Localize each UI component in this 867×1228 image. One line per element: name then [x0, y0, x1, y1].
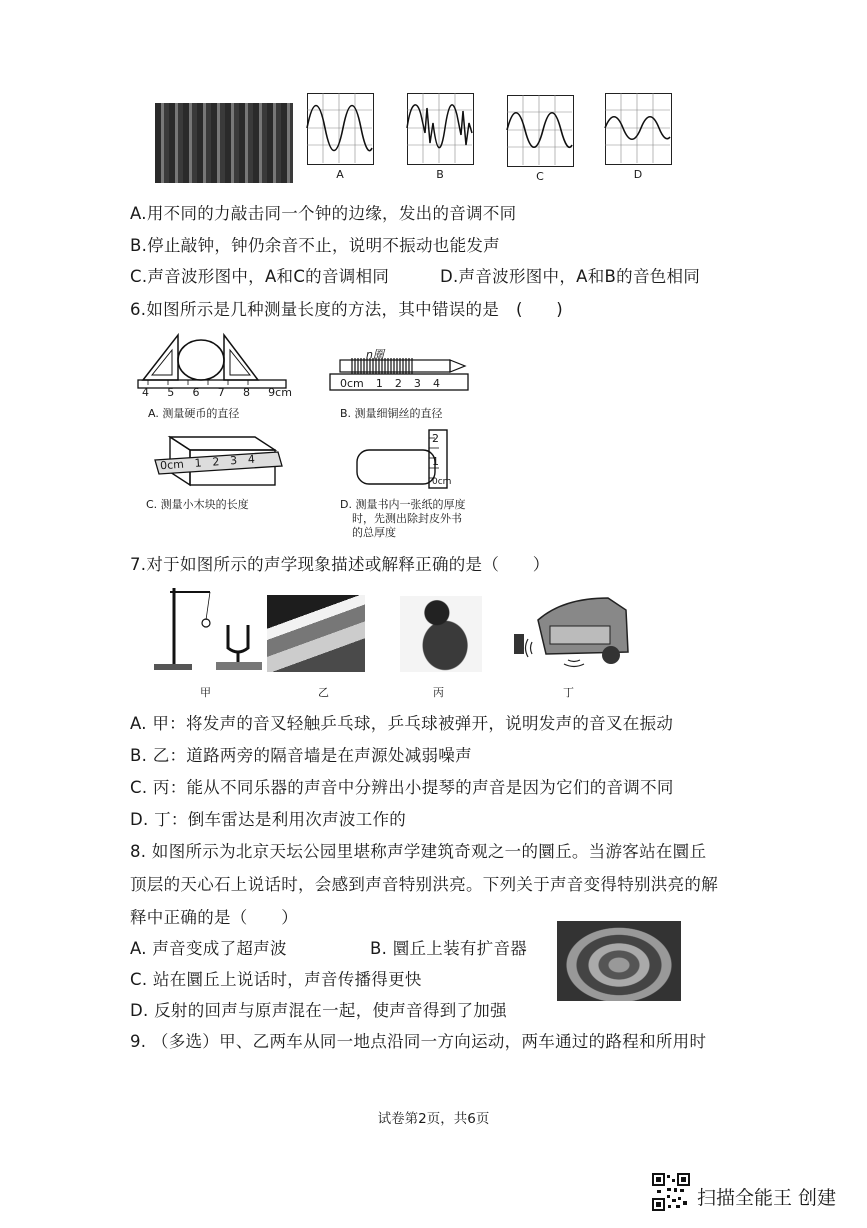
- fig6b-tick: 3: [413, 377, 421, 390]
- fig6d-caption-2: 时，先测出除封皮外书: [352, 512, 462, 525]
- fig6b-tick: 2: [394, 377, 402, 390]
- q7-option-c: C. 丙：能从不同乐器的声音中分辨出小提琴的声音是因为它们的音调不同: [130, 778, 674, 797]
- fig6b-tick: 1: [375, 377, 383, 390]
- fig6b-n-label: n圈: [366, 348, 384, 361]
- q7-stem: 7.对于如图所示的声学现象描述或解释正确的是（ ）: [130, 555, 550, 574]
- q7-option-a: A. 甲：将发声的音叉轻触乒乓球，乒乓球被弹开，说明发声的音叉在振动: [130, 714, 674, 733]
- q8-option-c: C. 站在圜丘上说话时，声音传播得更快: [130, 970, 422, 989]
- scanner-watermark: 扫描全能王 创建: [697, 1187, 837, 1209]
- fig6b-ticks: [340, 377, 440, 390]
- fig7-label-jia: 甲: [200, 686, 211, 699]
- fig7-label-bing: 丙: [433, 686, 444, 699]
- fig6a-caption: A. 测量硬币的直径: [148, 407, 240, 420]
- q6-stem: 6.如图所示是几种测量长度的方法，其中错误的是 ( ): [130, 300, 564, 319]
- waveform-b-graph: [407, 93, 472, 163]
- fig7-label-ding: 丁: [563, 686, 574, 699]
- q5-option-d: D.声音波形图中，A和B的音色相同: [440, 267, 701, 286]
- fig6c-caption: C. 测量小木块的长度: [146, 498, 249, 511]
- fig6a-coin-measure: [138, 330, 288, 390]
- fig7-tuning-fork: [152, 580, 267, 680]
- fig6c-tick: 4: [247, 452, 256, 467]
- fig6a-tick: 5: [167, 386, 175, 399]
- fig6c-tick: 2: [211, 455, 220, 469]
- q8-option-a: A. 声音变成了超声波: [130, 939, 287, 958]
- waveform-a-graph: [307, 93, 372, 163]
- fig6b-tick: 4: [432, 377, 440, 390]
- fig6d-tick: 2: [432, 432, 439, 445]
- q5-option-b: B.停止敲钟，钟仍余音不止，说明不振动也能发声: [130, 236, 500, 255]
- scope-label-d: D: [633, 168, 643, 181]
- fig7-label-yi: 乙: [318, 686, 329, 699]
- waveform-d-graph: [605, 93, 670, 163]
- fig6a-tick: 7: [217, 386, 225, 399]
- fig6a-tick: 9cm: [268, 386, 292, 399]
- fig6d-tick: 0cm: [432, 477, 452, 487]
- fig6d-tick: 1: [432, 454, 439, 468]
- fig6d-caption-3: 的总厚度: [352, 526, 396, 539]
- scope-label-b: B: [436, 168, 444, 181]
- bells-photo: [155, 103, 293, 183]
- fig6b-caption: B. 测量细铜丝的直径: [340, 407, 443, 420]
- qr-code-icon: [652, 1173, 690, 1211]
- fig6b-tick: 0cm: [340, 377, 364, 390]
- q8-option-b: B. 圜丘上装有扩音器: [370, 939, 528, 958]
- scope-label-c: C: [536, 170, 544, 183]
- fig6d-caption-1: D. 测量书内一张纸的厚度: [340, 498, 466, 511]
- page-footer: 试卷第2页，共6页: [377, 1111, 490, 1127]
- q5-option-a: A.用不同的力敲击同一个钟的边缘，发出的音调不同: [130, 204, 517, 223]
- q7-option-d: D. 丁：倒车雷达是利用次声波工作的: [130, 810, 407, 829]
- q5-option-c: C.声音波形图中，A和C的音调相同: [130, 267, 390, 286]
- fig6c-tick: 3: [229, 453, 238, 468]
- waveform-c-graph: [507, 95, 572, 165]
- fig7-reverse-car: [508, 592, 633, 670]
- q8-option-d: D. 反射的回声与原声混在一起，使声音得到了加强: [130, 1001, 507, 1020]
- fig6a-ticks: [142, 386, 292, 399]
- q7-option-b: B. 乙：道路两旁的隔音墙是在声源处减弱噪声: [130, 746, 472, 765]
- fig6c-tick: 0cm: [159, 457, 185, 473]
- fig7-noise-wall-photo: [267, 595, 365, 672]
- fig6a-tick: 6: [192, 386, 200, 399]
- q9-stem: 9. （多选）甲、乙两车从同一地点沿同一方向运动，两车通过的路程和所用时: [130, 1032, 707, 1051]
- scope-label-a: A: [336, 168, 344, 181]
- q8-stem-line-3: 释中正确的是（ ）: [130, 908, 298, 927]
- fig6a-tick: 8: [242, 386, 250, 399]
- q8-stem-line-2: 顶层的天心石上说话时，会感到声音特别洪亮。下列关于声音变得特别洪亮的解: [130, 875, 718, 894]
- fig7-violinist-photo: [400, 596, 482, 672]
- q8-stem-line-1: 8. 如图所示为北京天坛公园里堪称声学建筑奇观之一的圜丘。当游客站在圜丘: [130, 842, 707, 861]
- fig6c-tick: 1: [194, 456, 203, 470]
- fig6d-ticks: [432, 432, 451, 487]
- fig6a-tick: 4: [142, 386, 149, 399]
- fig8-circular-mound-photo: [557, 921, 681, 1001]
